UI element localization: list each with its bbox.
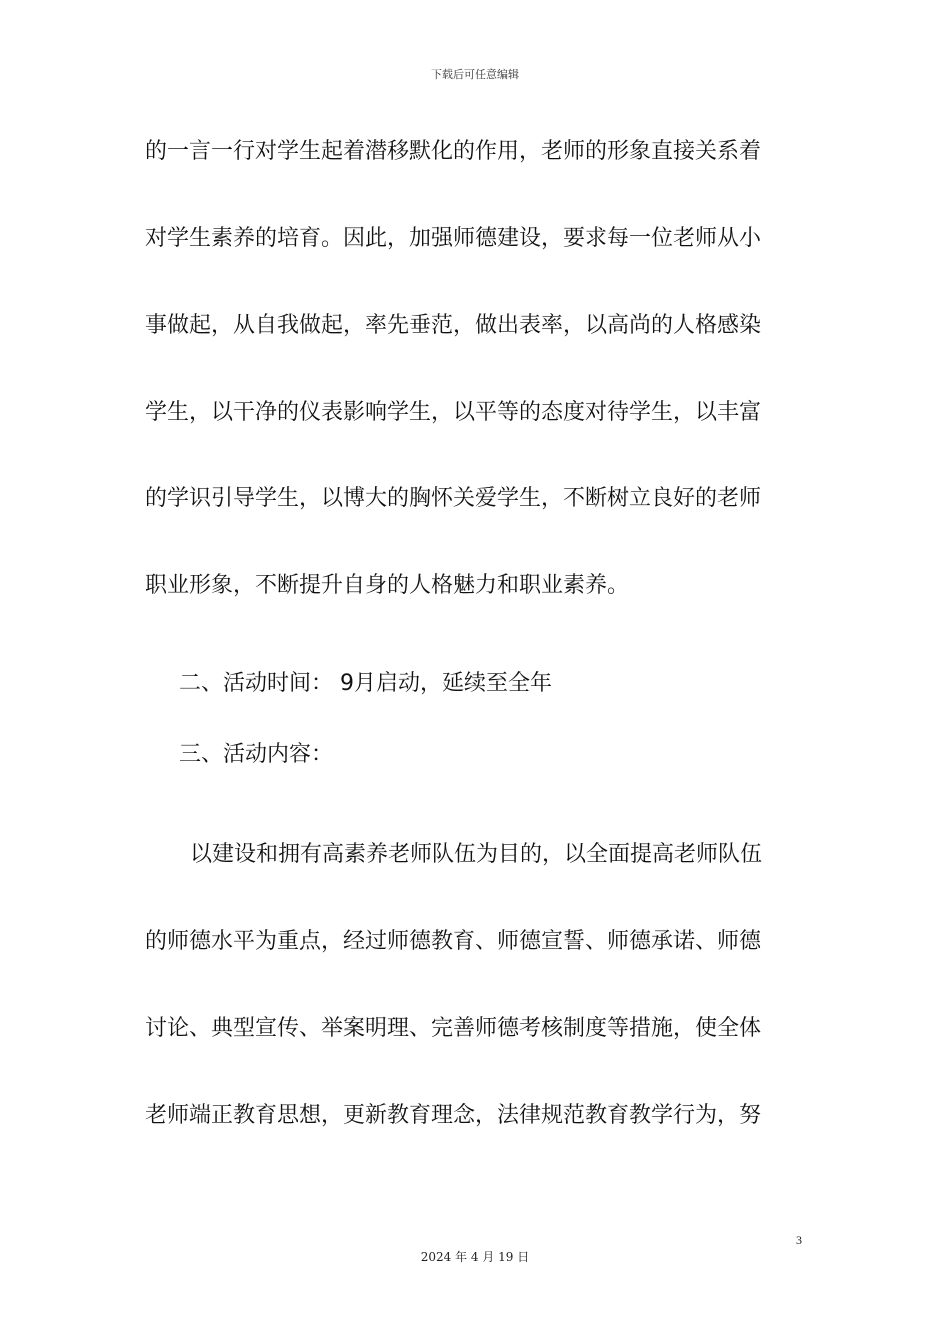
body-line: 讨论、典型宣传、举案明理、完善师德考核制度等措施，使全体: [145, 1016, 762, 1041]
page-number: 3: [796, 1233, 802, 1247]
header-note: 下载后可任意编辑: [431, 68, 519, 81]
body-line: 对学生素养的培育。因此，加强师德建设，要求每一位老师从小: [145, 226, 762, 251]
body-line: 职业形象，不断提升自身的人格魅力和职业素养。: [145, 573, 630, 598]
body-line: 事做起，从自我做起，率先垂范，做出表率，以高尚的人格感染: [145, 313, 762, 338]
body-line: 的一言一行对学生起着潜移默化的作用，老师的形象直接关系着: [145, 139, 762, 164]
body-line: 老师端正教育思想，更新教育理念，法律规范教育教学行为，努: [145, 1103, 762, 1128]
footer-date: 2024 年 4 月 19 日: [420, 1250, 530, 1264]
body-line: 以建设和拥有高素养老师队伍为目的，以全面提高老师队伍: [190, 842, 763, 867]
section-heading-time: 二、活动时间： 9月启动，延续至全年: [179, 671, 552, 696]
section-heading-content: 三、活动内容：: [179, 742, 334, 767]
body-line: 的师德水平为重点，经过师德教育、师德宣誓、师德承诺、师德: [145, 929, 762, 954]
body-line: 的学识引导学生，以博大的胸怀关爱学生，不断树立良好的老师: [145, 486, 762, 511]
body-line: 学生，以干净的仪表影响学生，以平等的态度对待学生，以丰富: [145, 400, 762, 425]
